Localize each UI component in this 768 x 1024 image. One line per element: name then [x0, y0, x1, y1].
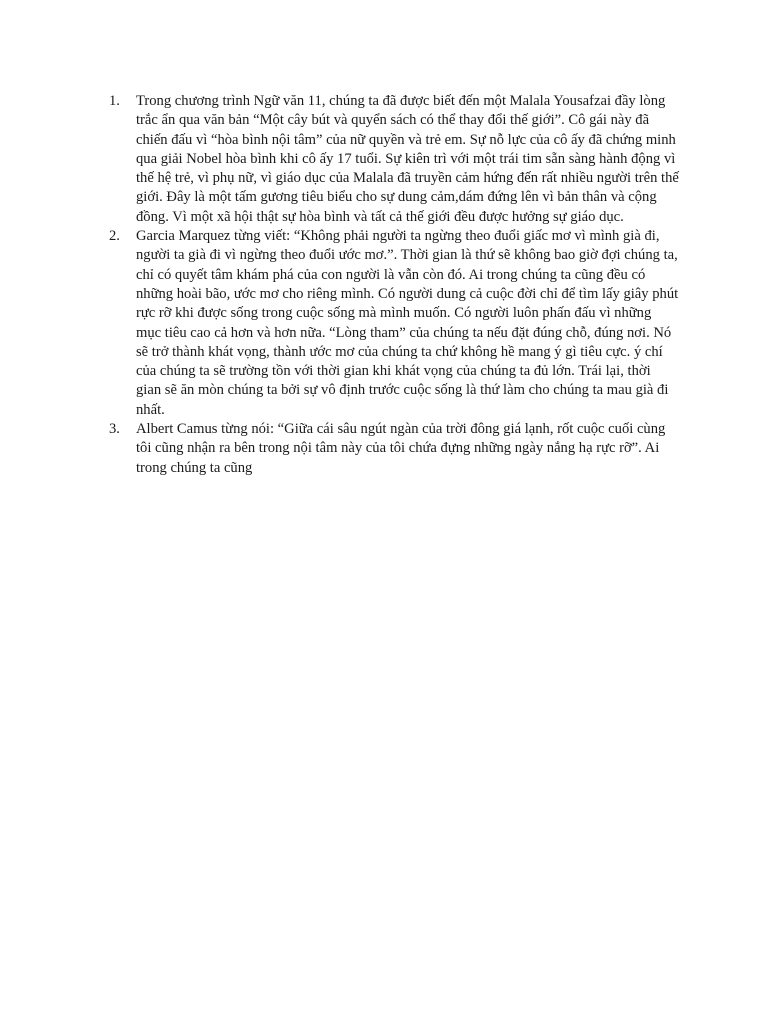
list-item [109, 92, 679, 227]
list-item-number: 2. [109, 228, 120, 245]
list-item [109, 420, 679, 478]
list-item [109, 227, 679, 420]
numbered-list [109, 92, 679, 478]
list-item-text: Trong chương trình Ngữ văn 11, chúng ta đã được biết đến một Malala Yousafzai đầy lòng trắc ẩn qua văn bản “Một cây bút và quyển sách có thể thay đổi thế giới”. Cô gái này đã chiến đấu vì “hòa bình nội tâm” của nữ quyền và trẻ em. Sự nỗ lực của cô ấy đã chứng minh qua giải Nobel hòa bình khi cô ấy 17 tuổi. Sự kiên trì với một trái tim sẵn sàng hành động vì thế hệ trẻ, vì phụ nữ, vì giáo dục của Malala đã truyền cảm hứng đến rất nhiều người trên thế giới. Đây là một tấm gương tiêu biểu cho sự dung cảm,dám đứng lên vì bản thân và cộng đồng. Vì một xã hội thật sự hòa bình và tất cả thế giới đều được hưởng sự giáo dục. [136, 93, 679, 225]
list-item-text: Garcia Marquez từng viết: “Không phải người ta ngừng theo đuổi giấc mơ vì mình già đi, người ta già đi vì ngừng theo đuổi ước mơ.”. Thời gian là thứ sẽ không bao giờ đợi chúng ta, chỉ có quyết tâm khám phá của con người là vẫn còn đó. Ai trong chúng ta cũng đều có những hoài bão, ước mơ cho riêng mình. Có người dung cả cuộc đời chỉ để tìm lấy giây phút rực rỡ khi được sống trong cuộc sống mà mình muốn. Có người luôn phấn đấu vì những mục tiêu cao cả hơn và hơn nữa. “Lòng tham” của chúng ta nếu đặt đúng chỗ, đúng nơi. Nó sẽ trở thành khát vọng, thành ước mơ của chúng ta chứ không hề mang ý gì tiêu cực. ý chí của chúng ta sẽ trường tồn với thời gian khi khát vọng của chúng ta đủ lớn. Trái lại, thời gian sẽ ăn mòn chúng ta bởi sự vô định trước cuộc sống là thứ làm cho chúng ta mau già đi nhất. [136, 228, 679, 418]
list-item-text: Albert Camus từng nói: “Giữa cái sâu ngút ngàn của trời đông giá lạnh, rốt cuộc cuối cùng tôi cũng nhận ra bên trong nội tâm này của tôi chứa đựng những ngày nắng hạ rực rỡ”. Ai trong chúng ta cũng [136, 421, 666, 476]
list-item-number: 1. [109, 93, 120, 109]
list-item-number: 3. [109, 421, 120, 438]
